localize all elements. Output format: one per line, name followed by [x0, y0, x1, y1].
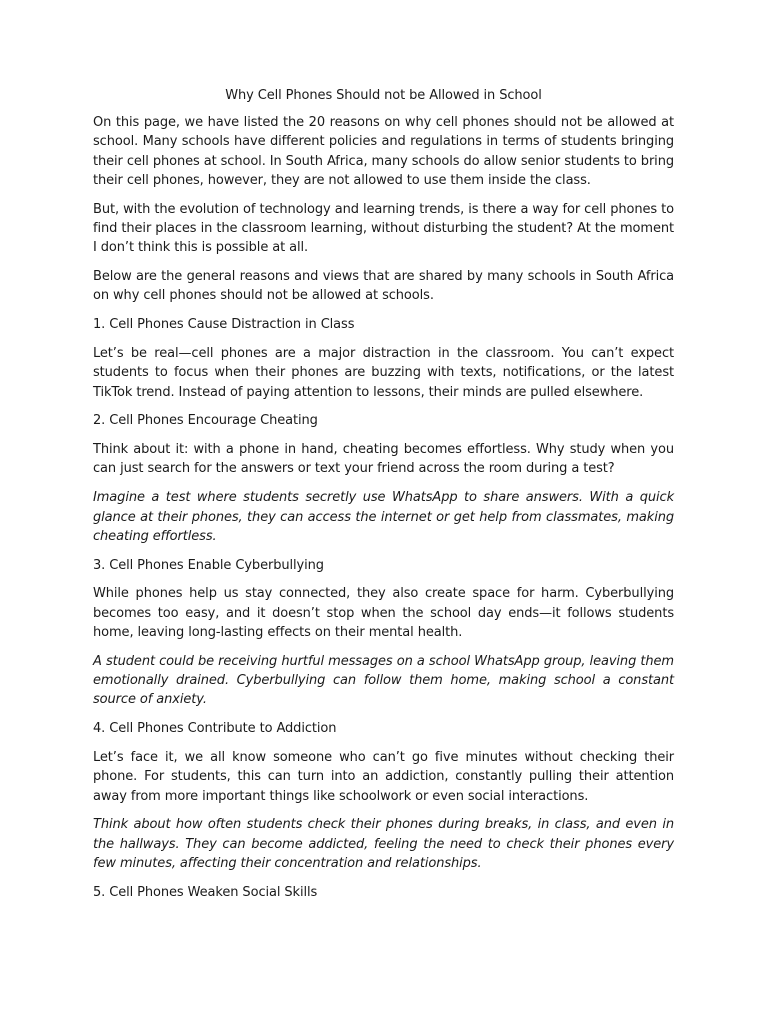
intro-paragraph-3: Below are the general reasons and views that are shared by many schools in South Africa on why cell phones should not be allowed at schools.: [93, 269, 674, 304]
section-heading-2: 2. Cell Phones Encourage Cheating: [93, 413, 318, 429]
section-body-4: Let’s face it, we all know someone who can’t go five minutes without checking their phone. For students, this can turn into an addiction, constantly pulling their attention away from more important things like schoolwork or even social interactions.: [93, 750, 674, 804]
section-body-3: While phones help us stay connected, they also create space for harm. Cyberbullying becomes too easy, and it doesn’t stop when the school day ends—it follows students home, leaving long-lasting effects on their mental health.: [93, 586, 674, 641]
section-body-2: Think about it: with a phone in hand, cheating becomes effortless. Why study when you can just search for the answers or text your friend across the room during a test?: [93, 442, 674, 477]
section-heading-3: 3. Cell Phones Enable Cyberbullying: [93, 557, 324, 573]
document-page: [93, 86, 674, 912]
intro-paragraph-2: But, with the evolution of technology and learning trends, is there a way for cell phones to find their places in the classroom learning, without disturbing the student? At the moment I don’t think this is possible at all.: [93, 201, 674, 256]
section-heading-4: 4. Cell Phones Contribute to Addiction: [93, 721, 337, 737]
document-title: Why Cell Phones Should not be Allowed in School: [225, 88, 542, 103]
section-example-3: A student could be receiving hurtful messages on a school WhatsApp group, leaving them emotionally drained. Cyberbullying can follow them home, making school a constant source of anxiety.: [93, 653, 674, 708]
section-example-4: Think about how often students check their phones during breaks, in class, and even in the hallways. They can become addicted, feeling the need to check their phones every few minutes, affecting their concentration and relationships.: [93, 817, 674, 871]
section-example-2: Imagine a test where students secretly use WhatsApp to share answers. With a quick glance at their phones, they can access the internet or get help from classmates, making cheating effortless.: [93, 490, 674, 544]
section-heading-1: 1. Cell Phones Cause Distraction in Class: [93, 317, 355, 333]
section-heading-5: 5. Cell Phones Weaken Social Skills: [93, 884, 318, 900]
intro-paragraph-1: On this page, we have listed the 20 reasons on why cell phones should not be allowed at school. Many schools have different policies and regulations in terms of students bringing their cell phones at school. In South Africa, many schools do allow senior students to bring their cell phones, however, they are not allowed to use them inside the class.: [93, 115, 674, 188]
section-body-1: Let’s be real—cell phones are a major distraction in the classroom. You can’t expect students to focus when their phones are buzzing with texts, notifications, or the latest TikTok trend. Instead of paying attention to lessons, their minds are pulled elsewhere.: [93, 345, 674, 400]
